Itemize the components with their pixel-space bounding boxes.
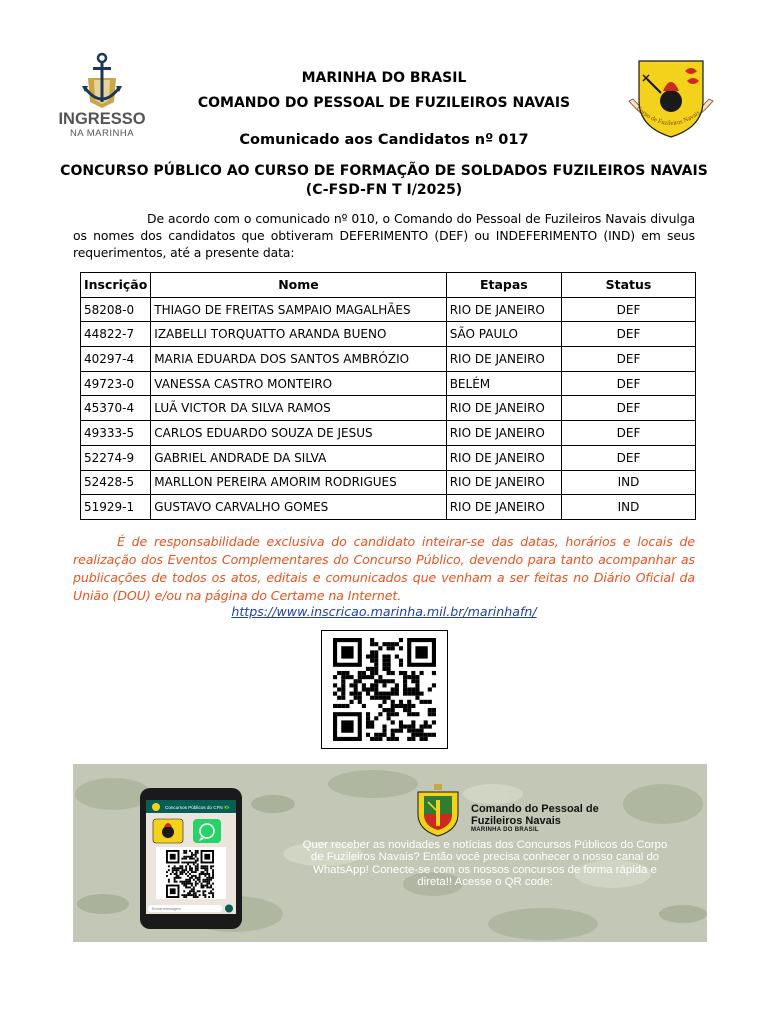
table-row — [81, 421, 696, 446]
whatsapp-icon — [193, 819, 221, 843]
column-header-etapas: Etapas — [446, 273, 561, 298]
cell-inscricao: 40297-4 — [81, 347, 151, 372]
phone-icon — [139, 787, 243, 930]
emblem-icon — [414, 784, 462, 838]
logo-word-na-marinha: NA MARINHA — [69, 128, 135, 139]
table-row — [81, 495, 696, 520]
contest-code: (C-FSD-FN T I/2025) — [305, 182, 463, 198]
cell-nome: IZABELLI TORQUATTO ARANDA BUENO — [151, 322, 446, 347]
cell-etapas: RIO DE JANEIRO — [446, 396, 561, 421]
table-row — [81, 470, 696, 495]
cell-inscricao: 49333-5 — [81, 421, 151, 446]
qr-code-box — [321, 630, 448, 749]
responsibility-notice — [73, 533, 695, 605]
cell-status: DEF — [562, 445, 696, 470]
cell-inscricao: 52274-9 — [81, 445, 151, 470]
cell-nome: LUÃ VICTOR DA SILVA RAMOS — [151, 396, 446, 421]
cell-inscricao: 58208-0 — [81, 297, 151, 322]
cell-status: DEF — [562, 347, 696, 372]
cell-etapas: RIO DE JANEIRO — [446, 297, 561, 322]
column-header-nome: Nome — [151, 273, 446, 298]
phone-chat-title: Concursos Públicos do CFN 🇧🇷 — [165, 805, 230, 810]
cell-status: IND — [562, 470, 696, 495]
table-row — [81, 445, 696, 470]
cell-nome: MARIA EDUARDA DOS SANTOS AMBRÓZIO — [151, 347, 446, 372]
table-row — [81, 297, 696, 322]
cell-nome: MARLLON PEREIRA AMORIM RODRIGUES — [151, 470, 446, 495]
banner-command-title: Comando do Pessoal de Fuzileiros Navais — [471, 803, 599, 827]
column-header-status: Status — [562, 273, 696, 298]
contest-title: CONCURSO PÚBLICO AO CURSO DE FORMAÇÃO DE SOLDADOS FUZILEIROS NAVAIS — [60, 163, 708, 179]
cell-etapas: SÃO PAULO — [446, 322, 561, 347]
header-org: MARINHA DO BRASIL — [301, 70, 467, 86]
cell-etapas: RIO DE JANEIRO — [446, 495, 561, 520]
cell-status: DEF — [562, 371, 696, 396]
logo-word-ingresso: INGRESSO — [58, 110, 146, 128]
banner-invitation-text: Quer receber as novidades e notícias dos Concursos Públicos do Corpo de Fuzileiros Navais? Então você precisa conhecer o nosso canal do WhatsApp! Conecte-se com os nossos concursos de forma rápida e direta!! Acesse o QR code: — [302, 839, 668, 888]
cell-inscricao: 52428-5 — [81, 470, 151, 495]
qr-code-icon — [166, 850, 214, 898]
cell-etapas: BELÉM — [446, 371, 561, 396]
cell-status: DEF — [562, 297, 696, 322]
registration-link[interactable]: https://www.inscricao.marinha.mil.br/marinhafn/ — [231, 604, 537, 619]
table-row — [81, 371, 696, 396]
qr-code-icon — [333, 638, 436, 741]
emblem-icon — [153, 819, 183, 843]
cell-nome: CARLOS EDUARDO SOUZA DE JESUS — [151, 421, 446, 446]
whatsapp-banner — [73, 764, 707, 942]
notice-text: É de responsabilidade exclusiva do candidato inteirar-se das datas, horários e locais de realização dos Eventos Complementares do Concurso Público, devendo para tanto acompanhar as publicações de todos os atos, editais e comunicados que venham a ser feitas no Diário Oficial da União (DOU) e/ou na página do Certame na Internet. — [73, 534, 695, 603]
table-row — [81, 396, 696, 421]
cell-status: DEF — [562, 322, 696, 347]
cell-status: DEF — [562, 396, 696, 421]
candidates-table — [80, 272, 696, 520]
column-header-inscricao: Inscrição — [81, 273, 151, 298]
cell-inscricao: 51929-1 — [81, 495, 151, 520]
table-row — [81, 347, 696, 372]
communique-title: Comunicado aos Candidatos nº 017 — [239, 132, 529, 148]
cell-inscricao: 44822-7 — [81, 322, 151, 347]
cell-nome: VANESSA CASTRO MONTEIRO — [151, 371, 446, 396]
table-header-row — [81, 273, 696, 298]
cell-etapas: RIO DE JANEIRO — [446, 470, 561, 495]
banner-org-subtitle: MARINHA DO BRASIL — [471, 827, 539, 833]
table-row — [81, 322, 696, 347]
cell-status: DEF — [562, 421, 696, 446]
cell-inscricao: 49723-0 — [81, 371, 151, 396]
cell-status: IND — [562, 495, 696, 520]
cell-inscricao: 45370-4 — [81, 396, 151, 421]
cell-nome: GUSTAVO CARVALHO GOMES — [151, 495, 446, 520]
cell-nome: GABRIEL ANDRADE DA SILVA — [151, 445, 446, 470]
intro-paragraph: De acordo com o comunicado nº 010, o Comando do Pessoal de Fuzileiros Navais divulga os nomes dos candidatos que obtiveram DEFERIMENTO (DEF) ou INDEFERIMENTO (IND) em seus requerimentos, até a presente data: — [73, 211, 695, 260]
phone-message-placeholder: Enviar mensagem — [152, 907, 181, 911]
cell-etapas: RIO DE JANEIRO — [446, 421, 561, 446]
emblem-ring-text: Corpo de Fuzileiros Navais — [635, 104, 702, 128]
header-command: COMANDO DO PESSOAL DE FUZILEIROS NAVAIS — [197, 95, 571, 111]
cell-etapas: RIO DE JANEIRO — [446, 445, 561, 470]
cell-etapas: RIO DE JANEIRO — [446, 347, 561, 372]
cell-nome: THIAGO DE FREITAS SAMPAIO MAGALHÃES — [151, 297, 446, 322]
